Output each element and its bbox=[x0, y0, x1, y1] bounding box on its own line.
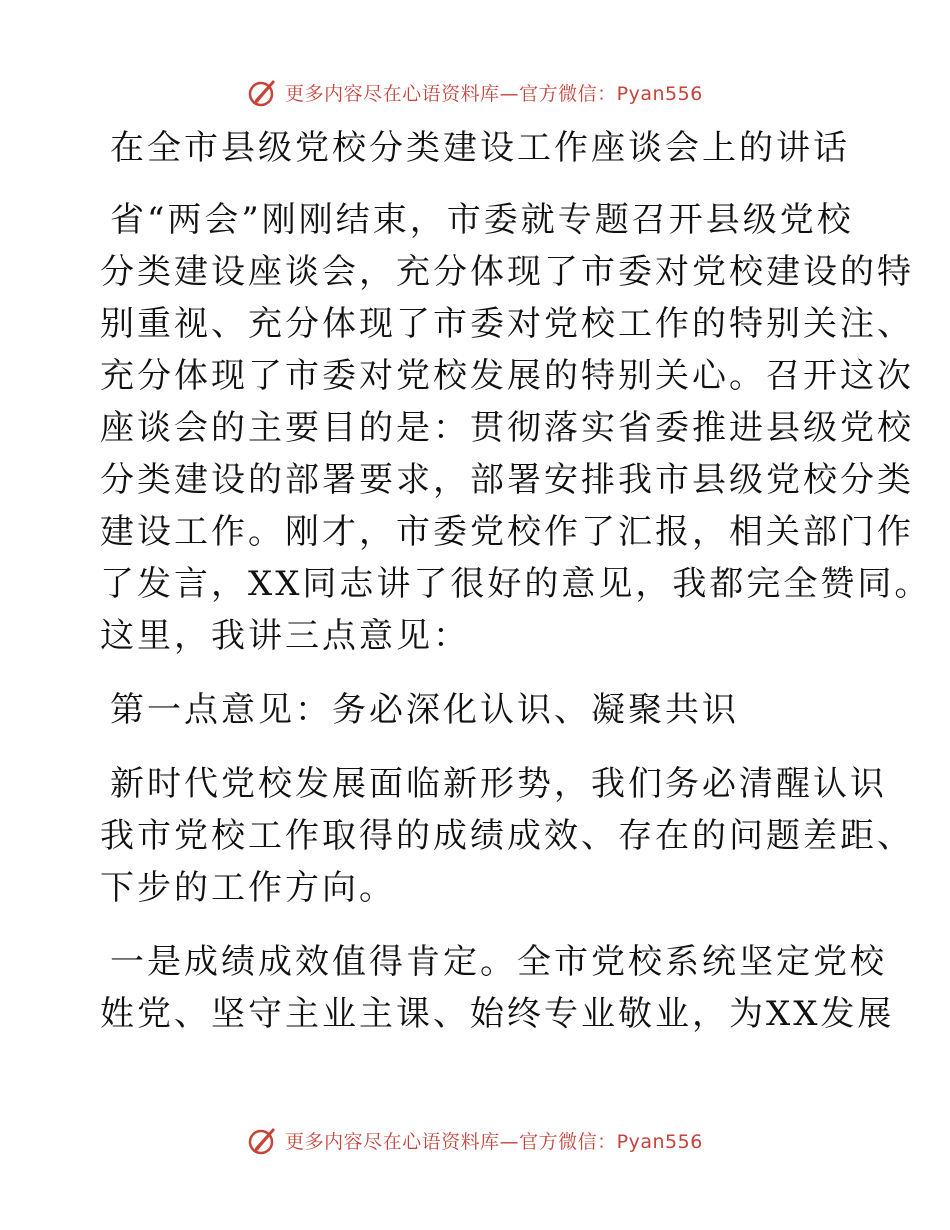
text-line: 座谈会的主要目的是：贯彻落实省委推进县级党校 bbox=[100, 408, 914, 448]
text-line: 了发言，XX同志讲了很好的意见，我都完全赞同。 bbox=[100, 564, 932, 604]
text-line: 下步的工作方向。 bbox=[100, 868, 396, 908]
text-line: 姓党、坚守主业主课、始终专业敬业，为XX发展 bbox=[100, 994, 895, 1034]
watermark-banner-bottom bbox=[0, 1120, 950, 1160]
document-title: 在全市县级党校分类建设工作座谈会上的讲话 bbox=[110, 128, 850, 168]
text-line: 这里，我讲三点意见： bbox=[100, 616, 470, 656]
text-line: 省“两会”刚刚结束，市委就专题召开县级党校 bbox=[110, 200, 854, 240]
quill-pen-icon bbox=[247, 1124, 279, 1156]
document-body bbox=[100, 122, 932, 1062]
paragraph-intro bbox=[100, 194, 932, 662]
text-line: 别重视、充分体现了市委对党校工作的特别关注、 bbox=[100, 304, 914, 344]
watermark-text: 更多内容尽在心语资料库—官方微信：Pyan556 bbox=[285, 82, 703, 105]
watermark-text: 更多内容尽在心语资料库—官方微信：Pyan556 bbox=[285, 1130, 703, 1153]
paragraph-achievements bbox=[100, 936, 895, 1040]
text-line: 建设工作。刚才，市委党校作了汇报，相关部门作 bbox=[100, 512, 914, 552]
text-line: 分类建设座谈会，充分体现了市委对党校建设的特 bbox=[100, 252, 914, 292]
quill-pen-icon bbox=[247, 76, 279, 108]
text-line: 一是成绩成效值得肯定。全市党校系统坚定党校 bbox=[110, 942, 887, 982]
text-line: 我市党校工作取得的成绩成效、存在的问题差距、 bbox=[100, 816, 914, 856]
text-line: 新时代党校发展面临新形势，我们务必清醒认识 bbox=[110, 764, 887, 804]
section-heading bbox=[100, 684, 860, 736]
paragraph-situation bbox=[100, 758, 914, 914]
watermark-banner-top bbox=[0, 72, 950, 112]
text-line: 分类建设的部署要求，部署安排我市县级党校分类 bbox=[100, 460, 914, 500]
text-line: 充分体现了市委对党校发展的特别关心。召开这次 bbox=[100, 356, 914, 396]
heading-line: 第一点意见：务必深化认识、凝聚共识 bbox=[110, 690, 739, 730]
